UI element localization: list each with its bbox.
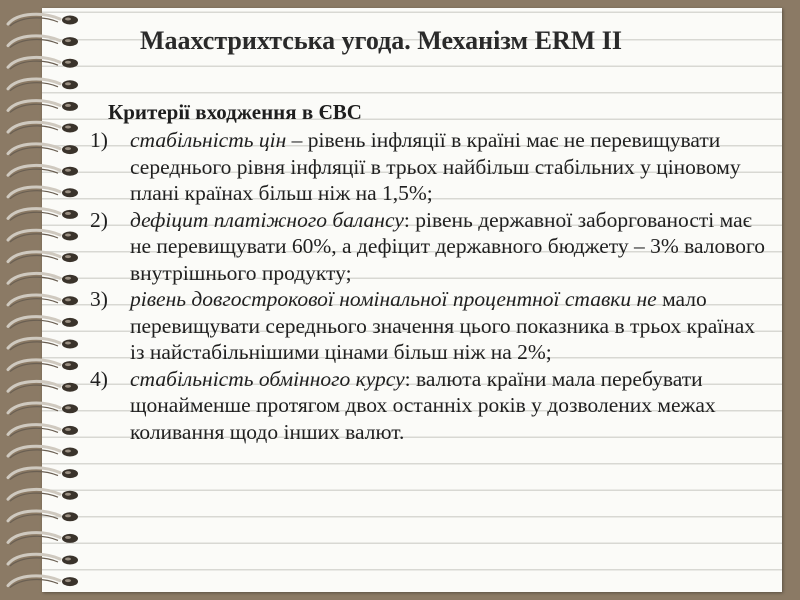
binding-hole-highlight bbox=[65, 428, 71, 431]
binding-hole-highlight bbox=[65, 255, 71, 258]
binding-hole-highlight bbox=[65, 342, 71, 345]
binding-hole-highlight bbox=[65, 82, 71, 85]
criterion-text: : рівень державної заборгованості має не перевищувати 60%, а дефіцит державного бюджету – 3% валового внутрішнього продукту; bbox=[130, 207, 766, 285]
binding-hole-highlight bbox=[65, 450, 71, 453]
binding-hole-highlight bbox=[65, 277, 71, 280]
binding-hole-highlight bbox=[65, 385, 71, 388]
binding-hole-highlight bbox=[65, 406, 71, 409]
binding-hole-highlight bbox=[65, 169, 71, 172]
binding-hole-highlight bbox=[65, 363, 71, 366]
criterion-text: : валюта країни мала перебувати щонайменше протягом двох останніх років у дозволених межах коливання щодо інших валют. bbox=[130, 366, 716, 444]
spiral-ring-shadow bbox=[10, 342, 58, 350]
spiral-ring-shadow bbox=[10, 493, 58, 501]
binding-hole-highlight bbox=[65, 234, 71, 237]
binding-hole-highlight bbox=[65, 558, 71, 561]
criterion-text: – рівень інфляції в країні має не перевищувати середнього рівня інфляції в трьох найбільш стабільних у ціновому плані країнах більш ніж на 1,5%; bbox=[130, 128, 741, 205]
binding-hole-highlight bbox=[65, 579, 71, 582]
criterion-number: 4) bbox=[90, 366, 108, 391]
criterion-number: 3) bbox=[90, 287, 108, 311]
spiral-ring-shadow bbox=[10, 83, 58, 91]
spiral-ring-shadow bbox=[10, 191, 58, 199]
binding-hole-highlight bbox=[65, 536, 71, 539]
spiral-ring-shadow bbox=[10, 385, 58, 393]
spiral-ring-shadow bbox=[10, 364, 58, 372]
criterion-number: 1) bbox=[90, 128, 108, 152]
slide-title: Маахстрихтська угода. Механізм ERM II bbox=[140, 26, 623, 55]
spiral-ring-shadow bbox=[10, 40, 58, 48]
criterion-term: дефіцит платіжного балансу bbox=[130, 207, 404, 232]
spiral-ring-shadow bbox=[10, 428, 58, 436]
spiral-ring-shadow bbox=[10, 126, 58, 134]
spiral-ring-shadow bbox=[10, 169, 58, 177]
binding-hole-highlight bbox=[65, 471, 71, 474]
binding-hole-highlight bbox=[65, 320, 71, 323]
spiral-ring-shadow bbox=[10, 104, 58, 112]
criterion-item bbox=[90, 366, 770, 446]
criteria-list bbox=[90, 127, 770, 445]
criterion-term: стабільність цін bbox=[130, 128, 287, 152]
spiral-ring-shadow bbox=[10, 320, 58, 328]
binding-hole-highlight bbox=[65, 104, 71, 107]
binding-hole-highlight bbox=[65, 493, 71, 496]
spiral-ring-shadow bbox=[10, 18, 58, 26]
spiral-ring-shadow bbox=[10, 515, 58, 523]
criterion-item bbox=[90, 286, 770, 366]
spiral-ring-shadow bbox=[10, 212, 58, 220]
binding-hole-highlight bbox=[65, 514, 71, 517]
criterion-item bbox=[90, 207, 770, 287]
spiral-ring-shadow bbox=[10, 299, 58, 307]
spiral-ring-shadow bbox=[10, 407, 58, 415]
binding-hole-highlight bbox=[65, 147, 71, 150]
criterion-number: 2) bbox=[90, 207, 108, 232]
binding-hole-highlight bbox=[65, 126, 71, 129]
spiral-ring-shadow bbox=[10, 558, 58, 566]
spiral-binding-icon bbox=[0, 0, 90, 600]
binding-hole-highlight bbox=[65, 18, 71, 21]
binding-hole-highlight bbox=[65, 298, 71, 301]
slide-subtitle: Критерії входження в ЄВС bbox=[108, 100, 362, 124]
spiral-ring-shadow bbox=[10, 256, 58, 264]
criterion-term: рівень довгострокової номінальної процентної ставки не bbox=[130, 287, 657, 311]
binding-hole-highlight bbox=[65, 212, 71, 215]
criterion-term: стабільність обмінного курсу bbox=[130, 366, 405, 391]
spiral-ring-shadow bbox=[10, 536, 58, 544]
spiral-ring-shadow bbox=[10, 277, 58, 285]
criterion-text: мало перевищувати середнього значення цього показника в трьох країнах із найстабільнішими цінами більш ніж на 2%; bbox=[130, 287, 756, 364]
spiral-ring-shadow bbox=[10, 234, 58, 242]
spiral-ring-shadow bbox=[10, 450, 58, 458]
binding-hole-highlight bbox=[65, 39, 71, 42]
spiral-ring-shadow bbox=[10, 148, 58, 156]
spiral-ring-shadow bbox=[10, 580, 58, 588]
binding-hole-highlight bbox=[65, 61, 71, 64]
spiral-ring-shadow bbox=[10, 472, 58, 480]
binding-hole-highlight bbox=[65, 190, 71, 193]
spiral-ring-shadow bbox=[10, 61, 58, 69]
criterion-item bbox=[90, 127, 770, 207]
